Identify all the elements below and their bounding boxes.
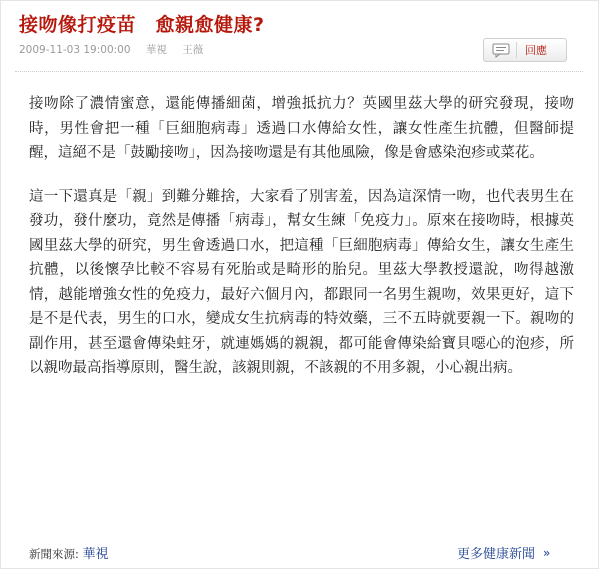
double-chevron-right-icon: » <box>543 545 551 560</box>
news-source-prefix: 新聞來源: <box>29 547 79 561</box>
article-paragraph-2: 這一下還真是「親」到難分難捨，大家看了別害羞，因為這深情一吻，也代表男生在發功，發什麼功，竟然是傳播「病毒」，幫女生練「免疫力」。原來在接吻時，根據英國里茲大學的研究，男生會透過口水，把這種「巨細胞病毒」傳給女生，讓女生產生抗體，以後懷孕比較不容易有死胎或是畸形的胎兒。里茲大學教授還說，吻得越激情，越能增強女性的免疫力，最好六個月內，都跟同一名男生親吻，效果更好，這下是不是代表，男生的口水，變成女生抗病毒的特效藥，三不五時就要親一下。親吻的副作用，甚至還會傳染蛀牙，就連媽媽的親親，都可能會傳染給寶貝噁心的泡疹，所以親吻最高指導原則，醫生說，該親則親，不該親的不用多親，小心親出病。 <box>29 188 574 376</box>
more-health-news-link[interactable] <box>457 543 550 562</box>
article-author: 王薇 <box>182 44 204 56</box>
reply-button[interactable] <box>483 38 567 62</box>
article-title: 接吻像打疫苗 愈親愈健康? <box>19 14 265 36</box>
article-source: 華視 <box>145 44 167 56</box>
title-divider <box>15 71 583 72</box>
speech-bubble-icon <box>490 42 512 58</box>
news-source-link[interactable]: 華視 <box>82 547 109 562</box>
reply-button-label: 回應 <box>525 44 547 57</box>
article-meta <box>19 42 215 57</box>
more-health-news-label: 更多健康新聞 <box>457 547 536 562</box>
news-source <box>29 543 109 562</box>
article-body <box>29 92 574 400</box>
article-date: 2009-11-03 19:00:00 <box>19 44 131 56</box>
article-paragraph-1: 接吻除了濃情蜜意，還能傳播細菌，增強抵抗力？英國里茲大學的研究發現，接吻時，男性會把一種「巨細胞病毒」透過口水傳給女性，讓女性產生抗體，但醫師提醒，這絕不是「鼓勵接吻」，因為接吻還是有其他風險，像是會感染泡疹或菜花。 <box>29 96 574 161</box>
reply-button-separator <box>516 42 517 58</box>
